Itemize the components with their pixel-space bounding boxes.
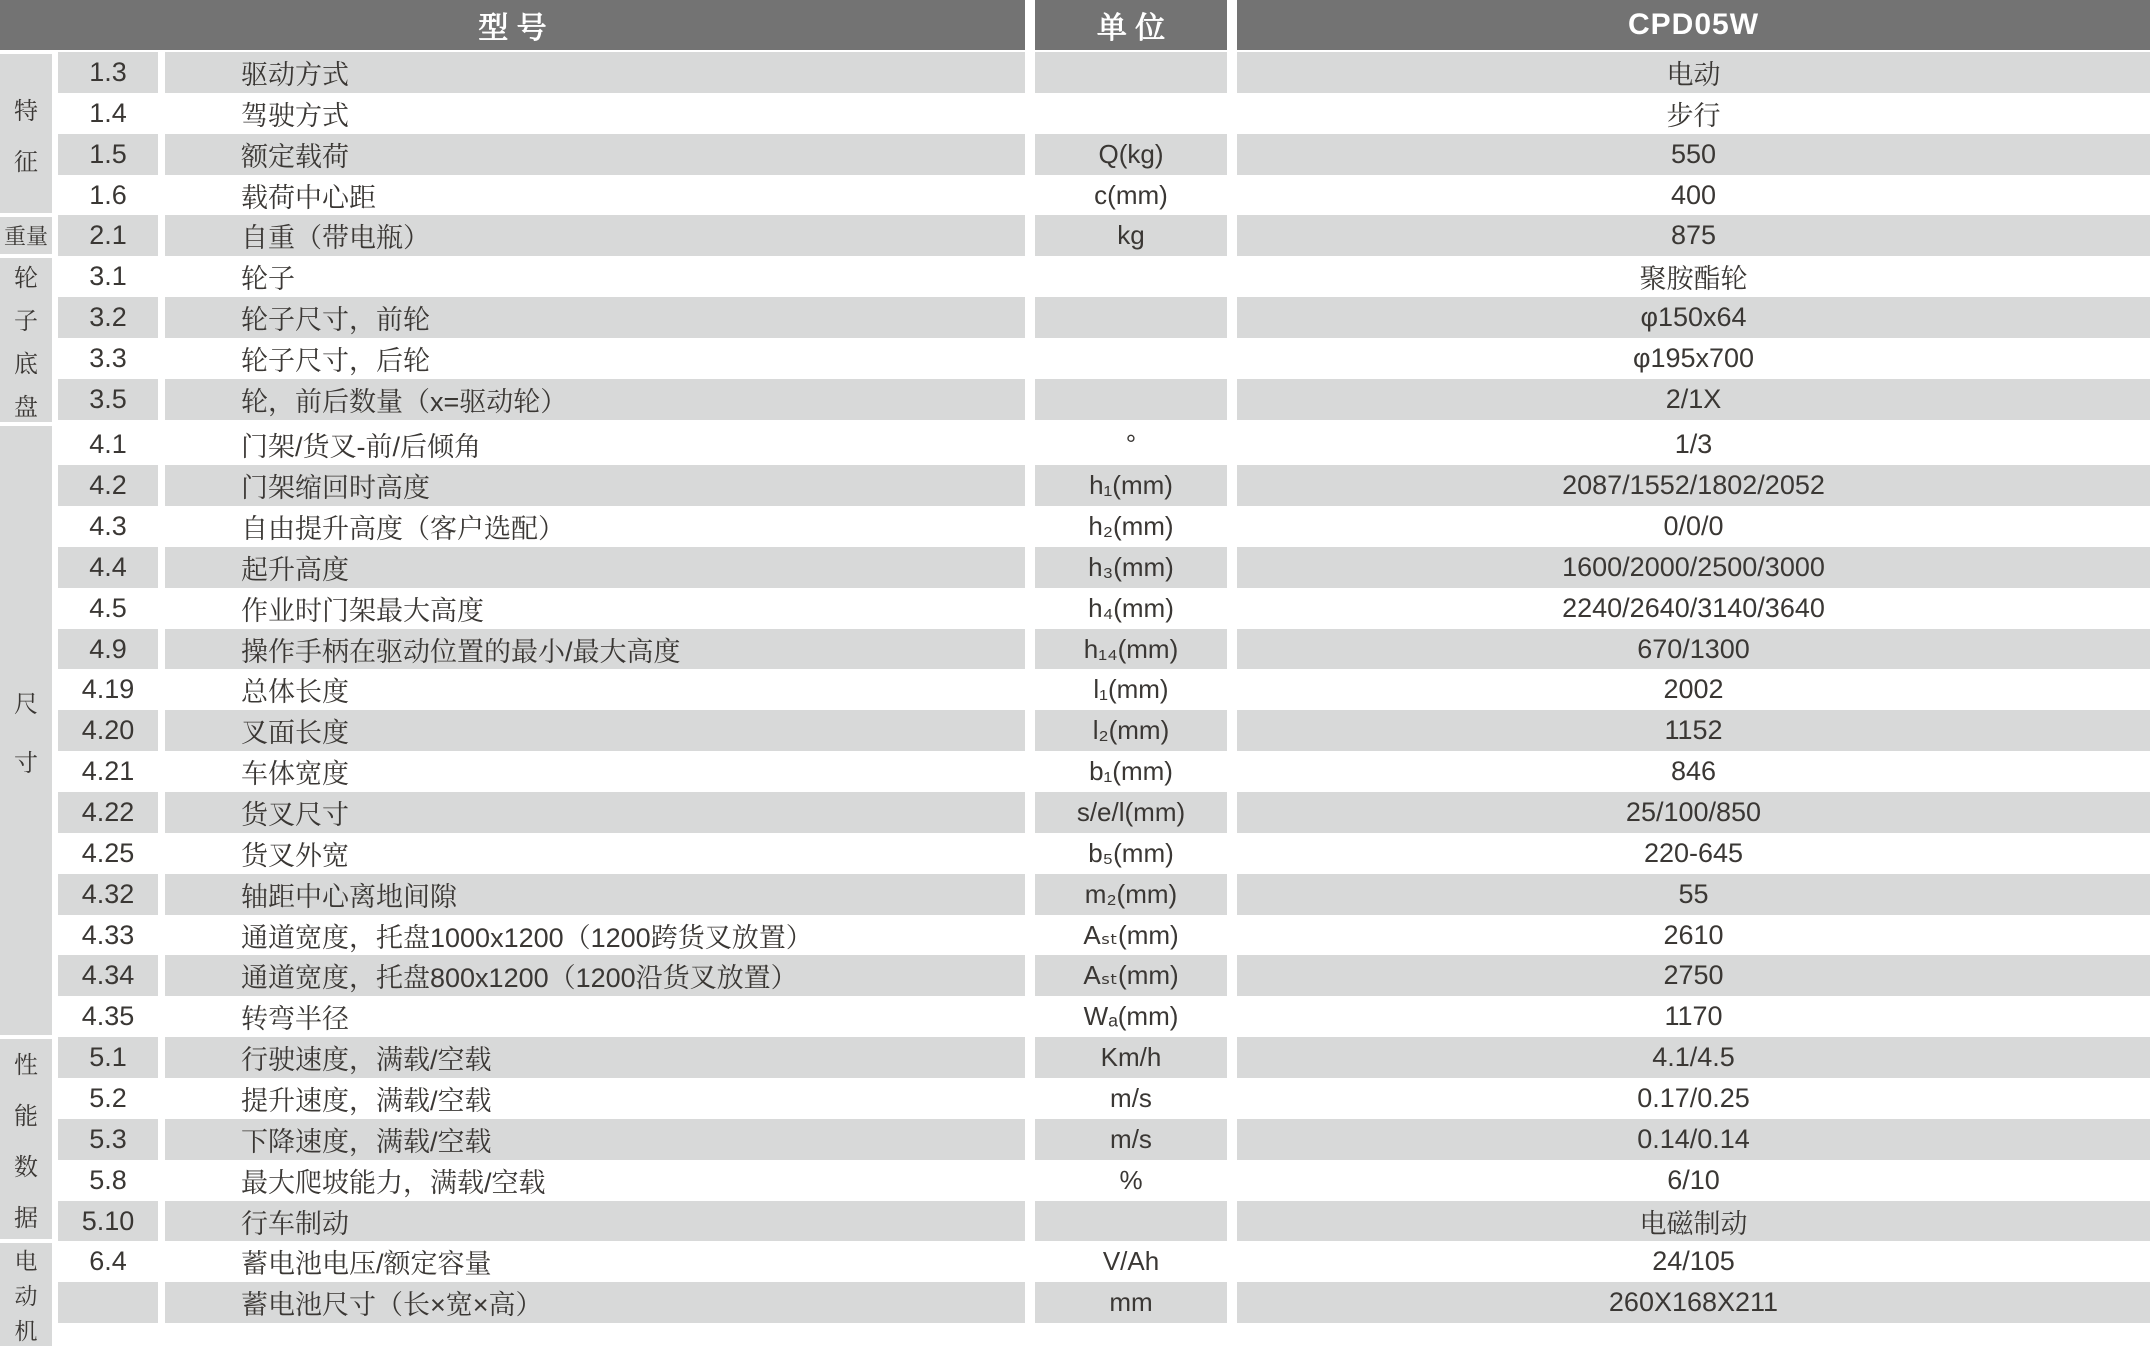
row-number: 1.6 — [89, 179, 127, 210]
row-number: 4.3 — [89, 510, 127, 541]
row-description: 轮子尺寸，后轮 — [241, 345, 430, 376]
row-unit — [1035, 338, 1227, 379]
category-char: 据 — [14, 1205, 38, 1233]
row-description: 轴距中心离地间隙 — [165, 874, 1025, 915]
row-value: 260X168X211 — [1237, 1282, 2150, 1323]
row-description: 轮，前后数量（x=驱动轮） — [165, 379, 1025, 420]
row-value: 1600/2000/2500/3000 — [1237, 547, 2150, 588]
row-number: 4.35 — [81, 1001, 135, 1032]
row-description: 最大爬坡能力，满载/空载 — [241, 1167, 546, 1198]
row-value: 6/10 — [1667, 1164, 1720, 1195]
table-row — [58, 629, 2150, 670]
row-description: 作业时门架最大高度 — [241, 595, 484, 626]
row-number: 3.3 — [89, 342, 127, 373]
row-value: 220-645 — [1643, 837, 1744, 868]
row-value: φ150x64 — [1237, 297, 2150, 338]
row-value: 2240/2640/3140/3640 — [1562, 592, 1825, 623]
row-value: 0.17/0.25 — [1637, 1082, 1750, 1113]
row-unit: Aₛₜ(mm) — [1035, 955, 1227, 996]
row-number: 5.10 — [58, 1201, 158, 1242]
row-unit: Q(kg) — [1035, 134, 1227, 175]
spec-group — [0, 256, 2150, 424]
category-char: 底 — [14, 351, 38, 379]
row-description: 额定载荷 — [165, 134, 1025, 175]
spec-group — [0, 1037, 2150, 1241]
row-value: 846 — [1670, 756, 1717, 787]
table-row — [58, 215, 2150, 256]
row-value: 2750 — [1237, 955, 2150, 996]
category-char: 电 — [14, 1248, 38, 1275]
row-description: 通道宽度，托盘800x1200（1200沿货叉放置） — [165, 955, 1025, 996]
row-description: 蓄电池尺寸（长×宽×高） — [165, 1282, 1025, 1323]
row-description: 轮子尺寸，前轮 — [165, 297, 1025, 338]
group-rows — [58, 424, 2150, 1037]
row-unit — [1035, 379, 1227, 420]
row-number: 4.32 — [58, 874, 158, 915]
row-description: 轮子 — [241, 264, 295, 295]
row-description: 行车制动 — [165, 1201, 1025, 1242]
category-char: 特 — [14, 97, 38, 125]
row-value: 670/1300 — [1237, 629, 2150, 670]
table-row — [58, 547, 2150, 588]
group-rows — [58, 215, 2150, 256]
row-value: 25/100/850 — [1237, 792, 2150, 833]
row-number: 5.1 — [58, 1037, 158, 1078]
spec-group — [0, 52, 2150, 215]
row-unit: % — [1119, 1164, 1143, 1195]
table-header-row — [0, 0, 2150, 50]
row-number: 3.2 — [58, 297, 158, 338]
column-header-unit: 单 位 — [1035, 0, 1227, 50]
row-number: 3.1 — [89, 261, 127, 292]
row-unit: m/s — [1035, 1119, 1227, 1160]
row-value: 步行 — [1666, 100, 1721, 131]
category-label — [0, 426, 52, 1035]
table-row — [58, 710, 2150, 751]
row-unit: mm — [1035, 1282, 1227, 1323]
table-row — [58, 874, 2150, 915]
row-number: 4.22 — [58, 792, 158, 833]
category-label — [0, 1039, 52, 1239]
category-label — [0, 54, 52, 213]
group-rows — [58, 256, 2150, 424]
category-char: 寸 — [14, 749, 38, 777]
row-value: 875 — [1237, 215, 2150, 256]
row-unit: s/e/l(mm) — [1035, 792, 1227, 833]
row-value: 电磁制动 — [1237, 1201, 2150, 1242]
table-row — [58, 1037, 2150, 1078]
row-description: 总体长度 — [241, 677, 349, 708]
table-row — [58, 52, 2150, 93]
row-description: 货叉外宽 — [241, 840, 349, 871]
row-unit: b₁(mm) — [1089, 756, 1173, 787]
row-unit: l₁(mm) — [1093, 674, 1169, 705]
row-number: 1.4 — [89, 97, 127, 128]
row-description: 门架缩回时高度 — [165, 465, 1025, 506]
table-row — [58, 955, 2150, 996]
column-header-model: 型 号 — [0, 0, 1025, 50]
row-description: 驱动方式 — [165, 52, 1025, 93]
row-unit: Aₛₜ(mm) — [1083, 919, 1179, 950]
row-number: 4.21 — [81, 756, 135, 787]
row-unit: Km/h — [1035, 1037, 1227, 1078]
row-value: 4.1/4.5 — [1237, 1037, 2150, 1078]
table-row — [58, 669, 2150, 710]
row-number: 5.2 — [89, 1082, 127, 1113]
row-value: 0.14/0.14 — [1237, 1119, 2150, 1160]
row-description: 车体宽度 — [241, 759, 349, 790]
row-unit: Wₐ(mm) — [1083, 1001, 1179, 1032]
row-number: 2.1 — [58, 215, 158, 256]
category-label — [0, 258, 52, 422]
row-value: 550 — [1237, 134, 2150, 175]
row-unit: h₂(mm) — [1088, 510, 1174, 541]
row-value: 2002 — [1663, 674, 1724, 705]
row-unit — [1035, 297, 1227, 338]
row-value: 电动 — [1237, 52, 2150, 93]
table-row — [58, 424, 2150, 465]
category-char: 盘 — [14, 394, 38, 422]
table-body — [0, 52, 2150, 1348]
table-row — [58, 996, 2150, 1037]
row-number: 4.19 — [81, 674, 135, 705]
row-value: 1170 — [1664, 1001, 1723, 1032]
group-rows — [58, 1037, 2150, 1241]
row-number: 4.4 — [58, 547, 158, 588]
table-row — [58, 1119, 2150, 1160]
spec-group — [0, 1241, 2150, 1348]
row-unit: c(mm) — [1094, 179, 1168, 210]
row-number: 1.5 — [58, 134, 158, 175]
row-number: 1.3 — [58, 52, 158, 93]
table-row — [58, 833, 2150, 874]
row-description: 门架/货叉-前/后倾角 — [241, 432, 481, 463]
table-row — [58, 175, 2150, 216]
table-row — [58, 1282, 2150, 1323]
table-row — [58, 134, 2150, 175]
row-description: 蓄电池电压/额定容量 — [241, 1249, 492, 1280]
row-description: 通道宽度，托盘1000x1200（1200跨货叉放置） — [241, 922, 813, 953]
row-value: 2087/1552/1802/2052 — [1237, 465, 2150, 506]
category-label — [0, 217, 52, 254]
row-value: 1152 — [1237, 710, 2150, 751]
row-description: 行驶速度，满载/空载 — [165, 1037, 1025, 1078]
category-char: 重 — [3, 224, 26, 250]
row-value: 400 — [1670, 179, 1717, 210]
row-description: 货叉尺寸 — [165, 792, 1025, 833]
row-number: 5.8 — [89, 1164, 127, 1195]
row-value: 0/0/0 — [1663, 510, 1724, 541]
row-unit: V/Ah — [1102, 1246, 1160, 1277]
row-unit: l₂(mm) — [1035, 710, 1227, 751]
category-char: 数 — [14, 1154, 38, 1182]
row-value: 24/105 — [1652, 1246, 1735, 1277]
row-description: 起升高度 — [165, 547, 1025, 588]
row-number: 3.5 — [58, 379, 158, 420]
row-value: 2/1X — [1237, 379, 2150, 420]
row-description: 操作手柄在驱动位置的最小/最大高度 — [165, 629, 1025, 670]
row-number: 5.3 — [58, 1119, 158, 1160]
row-number: 4.1 — [89, 429, 127, 460]
row-unit — [1035, 93, 1227, 134]
row-description: 下降速度，满载/空载 — [165, 1119, 1025, 1160]
table-row — [58, 751, 2150, 792]
category-char: 动 — [14, 1283, 38, 1310]
table-row — [58, 1241, 2150, 1282]
row-number: 4.33 — [81, 919, 135, 950]
row-value: 55 — [1237, 874, 2150, 915]
row-value: φ195x700 — [1632, 342, 1755, 373]
table-row — [58, 256, 2150, 297]
row-number: 4.20 — [58, 710, 158, 751]
category-char: 尺 — [14, 690, 38, 718]
row-value: 聚胺酯轮 — [1639, 264, 1748, 295]
table-row — [58, 297, 2150, 338]
row-unit — [1035, 1201, 1227, 1242]
row-description: 提升速度，满载/空载 — [241, 1085, 492, 1116]
row-unit — [1035, 52, 1227, 93]
category-char: 能 — [14, 1103, 38, 1131]
table-row — [58, 465, 2150, 506]
category-char: 量 — [26, 224, 49, 250]
category-char: 机 — [14, 1318, 38, 1345]
row-number: 4.25 — [81, 837, 135, 868]
row-unit: h₃(mm) — [1035, 547, 1227, 588]
group-rows — [58, 1241, 2150, 1348]
group-rows — [58, 52, 2150, 215]
table-row — [58, 338, 2150, 379]
row-unit: kg — [1035, 215, 1227, 256]
row-number: 4.34 — [58, 955, 158, 996]
row-description: 叉面长度 — [165, 710, 1025, 751]
table-row — [58, 93, 2150, 134]
spec-group — [0, 215, 2150, 256]
category-char: 子 — [14, 308, 38, 336]
row-description: 自重（带电瓶） — [165, 215, 1025, 256]
row-description: 转弯半径 — [241, 1004, 349, 1035]
table-row — [58, 915, 2150, 956]
row-number: 4.2 — [58, 465, 158, 506]
category-char: 轮 — [14, 265, 38, 293]
table-row — [58, 379, 2150, 420]
row-unit — [1035, 256, 1227, 297]
table-row — [58, 506, 2150, 547]
table-row — [58, 1078, 2150, 1119]
row-value: 2610 — [1663, 919, 1724, 950]
row-description: 载荷中心距 — [241, 182, 376, 213]
table-row — [58, 588, 2150, 629]
row-unit: b₅(mm) — [1088, 837, 1174, 868]
category-char: 征 — [14, 148, 38, 176]
row-unit: h₁(mm) — [1035, 465, 1227, 506]
row-unit: h₁₄(mm) — [1035, 629, 1227, 670]
row-number: 4.5 — [89, 592, 127, 623]
row-unit: ° — [1125, 429, 1137, 460]
column-header-model-value: CPD05W — [1237, 0, 2150, 50]
row-number — [58, 1282, 158, 1323]
row-unit: m₂(mm) — [1035, 874, 1227, 915]
table-row — [58, 792, 2150, 833]
category-label — [0, 1243, 52, 1346]
spec-group — [0, 424, 2150, 1037]
row-number: 4.9 — [58, 629, 158, 670]
row-description: 驾驶方式 — [241, 100, 349, 131]
row-unit: m/s — [1110, 1082, 1152, 1113]
table-row — [58, 1201, 2150, 1242]
row-description: 自由提升高度（客户选配） — [241, 513, 565, 544]
row-number: 6.4 — [89, 1246, 127, 1277]
row-value: 1/3 — [1674, 429, 1713, 460]
row-unit: h₄(mm) — [1088, 592, 1174, 623]
category-char: 性 — [14, 1052, 38, 1080]
table-row — [58, 1160, 2150, 1201]
